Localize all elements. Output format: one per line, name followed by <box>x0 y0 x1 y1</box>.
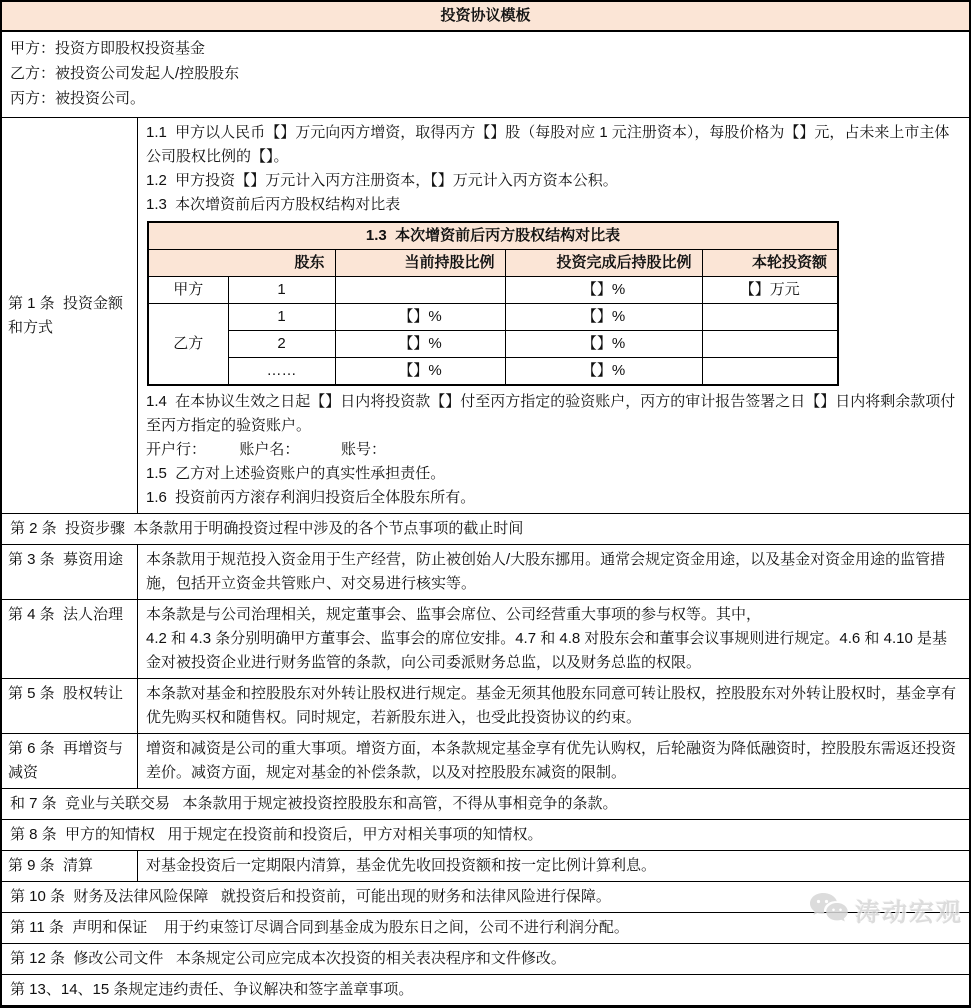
column-header-round-amount: 本轮投资额 <box>702 250 838 277</box>
equity-structure-table <box>147 221 839 386</box>
party-b-line: 乙方：被投资公司发起人/控股股东 <box>10 65 240 82</box>
clause-6-row <box>2 734 969 789</box>
party-a-line: 甲方：投资方即股权投资基金 <box>10 40 206 57</box>
document-title: 投资协议模板 <box>2 2 969 32</box>
group-cell-party-a: 甲方 <box>148 277 228 304</box>
shareholder-id-cell: …… <box>228 358 335 386</box>
clause-4-row <box>2 600 969 679</box>
clause-5-row <box>2 679 969 734</box>
party-c-line: 丙方：被投资公司。 <box>10 90 146 107</box>
round-amount-cell <box>702 358 838 386</box>
clause-3-label: 第 3 条 募资用途 <box>2 545 138 599</box>
clause-3-row <box>2 545 969 600</box>
group-cell-party-b: 乙方 <box>148 304 228 386</box>
clause-1-row <box>2 118 969 514</box>
column-header-current-ratio: 当前持股比例 <box>335 250 505 277</box>
round-amount-cell: 【】万元 <box>702 277 838 304</box>
shareholder-id-cell: 2 <box>228 331 335 358</box>
clause-6-label: 第 6 条 再增资与减资 <box>2 734 138 788</box>
after-ratio-cell: 【】% <box>505 277 702 304</box>
after-ratio-cell: 【】% <box>505 358 702 386</box>
clause-9-row <box>2 851 969 882</box>
table-row <box>148 358 838 386</box>
clause-5-content: 本条款对基金和控股股东对外转让股权进行规定。基金无须其他股东同意可转让股权，控股股东对外转让股权时，基金享有优先购买权和随售权。同时规定，若新股东进入，也受此投资协议的约束。 <box>146 685 957 726</box>
clause-13-15-row: 第 13、14、15 条规定违约责任、争议解决和签字盖章事项。 <box>2 975 969 1006</box>
round-amount-cell <box>702 304 838 331</box>
clause-5-label: 第 5 条 股权转让 <box>2 679 138 733</box>
bank-account-line: 开户行： 账户名： 账号： <box>146 441 387 458</box>
shareholder-id-cell: 1 <box>228 304 335 331</box>
clause-7-row: 和 7 条 竞业与关联交易 本条款用于规定被投资控股股东和高管，不得从事相竞争的条款。 <box>2 789 969 820</box>
equity-table-title: 1.3 本次增资前后丙方股权结构对比表 <box>148 222 838 250</box>
current-ratio-cell: 【】% <box>335 304 505 331</box>
clause-4-line-1: 本条款是与公司治理相关，规定董事会、监事会席位、公司经营重大事项的参与权等。其中， <box>146 606 762 623</box>
clause-1-2: 1.2 甲方投资【】万元计入丙方注册资本，【】万元计入丙方资本公积。 <box>146 172 618 189</box>
clause-10-row: 第 10 条 财务及法律风险保障 就投资后和投资前，可能出现的财务和法律风险进行保障。 <box>2 882 969 913</box>
column-header-shareholder: 股东 <box>148 250 335 277</box>
clause-1-1: 1.1 甲方以人民币【】万元向丙方增资，取得丙方【】股（每股对应 1 元注册资本），每股价格为【】元，占未来上市主体公司股权比例的【】。 <box>146 124 950 165</box>
clause-3-content: 本条款用于规范投入资金用于生产经营，防止被创始人/大股东挪用。通常会规定资金用途，以及基金对资金用途的监管措施，包括开立资金共管账户、对交易进行核实等。 <box>146 551 946 592</box>
clause-1-6: 1.6 投资前丙方滚存利润归投资后全体股东所有。 <box>146 489 476 506</box>
clause-1-3: 1.3 本次增资前后丙方股权结构对比表 <box>146 196 401 213</box>
clause-4-content <box>138 600 969 678</box>
after-ratio-cell: 【】% <box>505 331 702 358</box>
clause-8-row: 第 8 条 甲方的知情权 用于规定在投资前和投资后，甲方对相关事项的知情权。 <box>2 820 969 851</box>
clause-4-label: 第 4 条 法人治理 <box>2 600 138 678</box>
table-row <box>148 277 838 304</box>
parties-section <box>2 32 969 118</box>
round-amount-cell <box>702 331 838 358</box>
clause-6-content: 增资和减资是公司的重大事项。增资方面，本条款规定基金享有优先认购权，后轮融资为降低融资时，控股股东需返还投资差价。减资方面，规定对基金的补偿条款，以及对控股股东减资的限制。 <box>146 740 957 781</box>
clause-12-row: 第 12 条 修改公司文件 本条规定公司应完成本次投资的相关表决程序和文件修改。 <box>2 944 969 975</box>
column-header-after-ratio: 投资完成后持股比例 <box>505 250 702 277</box>
shareholder-id-cell: 1 <box>228 277 335 304</box>
clause-1-content <box>138 118 969 513</box>
clause-1-label: 第 1 条 投资金额和方式 <box>2 118 138 513</box>
current-ratio-cell: 【】% <box>335 358 505 386</box>
table-row <box>148 331 838 358</box>
clause-9-label: 第 9 条 清算 <box>2 851 138 881</box>
current-ratio-cell <box>335 277 505 304</box>
clause-1-4: 1.4 在本协议生效之日起【】日内将投资款【】付至丙方指定的验资账户，丙方的审计报告签署之日【】日内将剩余款项付至丙方指定的验资账户。 <box>146 393 956 434</box>
current-ratio-cell: 【】% <box>335 331 505 358</box>
clause-9-content: 对基金投资后一定期限内清算，基金优先收回投资额和按一定比例计算利息。 <box>146 857 657 874</box>
clause-1-5: 1.5 乙方对上述验资账户的真实性承担责任。 <box>146 465 446 482</box>
clause-4-line-2: 4.2 和 4.3 条分别明确甲方董事会、监事会的席位安排。4.7 和 4.8 对股东会和董事会议事规则进行规定。4.6 和 4.10 是基金对被投资企业进行财务监管的条款，向公司委派财务总监，以及财务总监的权限。 <box>146 630 947 671</box>
after-ratio-cell: 【】% <box>505 304 702 331</box>
table-row <box>148 304 838 331</box>
watermark-text: 涛动宏观 <box>854 898 963 927</box>
clause-11-row: 第 11 条 声明和保证 用于约束签订尽调合同到基金成为股东日之间，公司不进行利润分配。 <box>2 913 969 944</box>
clause-2-row: 第 2 条 投资步骤 本条款用于明确投资过程中涉及的各个节点事项的截止时间 <box>2 514 969 545</box>
